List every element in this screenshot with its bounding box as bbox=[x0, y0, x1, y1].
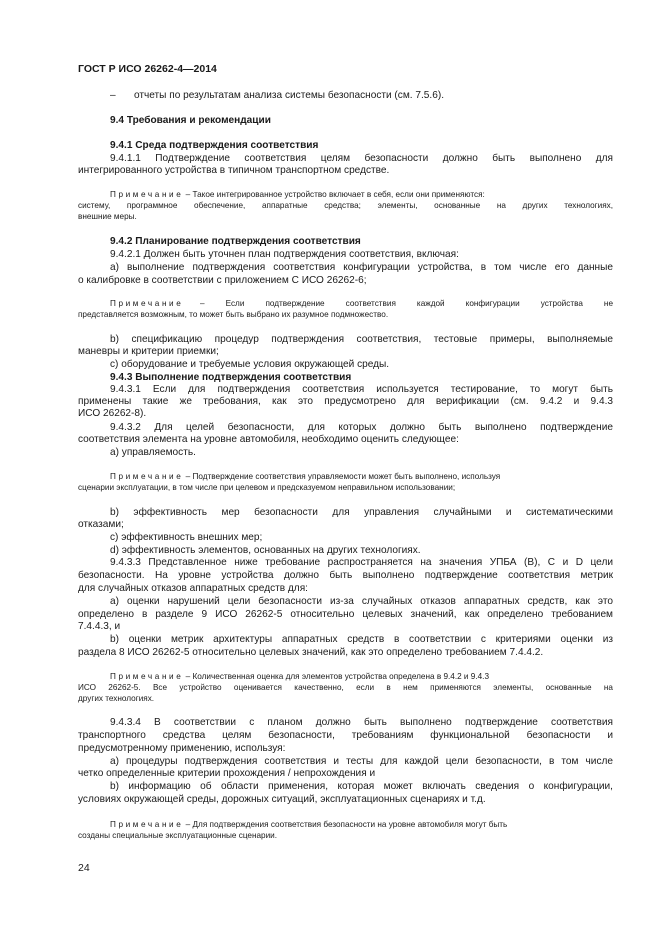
note-line bbox=[110, 471, 500, 482]
paragraph-line: определено в разделе 9 ИСО 26262-5 относительно целевых значений, как определено требованием bbox=[78, 609, 613, 620]
subsection-heading: 9.4.2 Планирование подтверждения соответствия bbox=[110, 236, 361, 247]
paragraph-line: c) эффективность внешних мер; bbox=[110, 532, 263, 543]
document-header: ГОСТ Р ИСО 26262-4—2014 bbox=[78, 63, 217, 75]
paragraph-line: безопасности. На уровне устройства должно быть выполнено подтверждение соответствия метрик bbox=[78, 570, 613, 581]
list-dash: – bbox=[110, 90, 116, 101]
paragraph-line: а) процедуры подтверждения соответствия и тесты для каждой цели безопасности, в том числе bbox=[110, 756, 613, 767]
paragraph-line: b) оценки метрик архитектуры аппаратных средств в соответствии с критериями оценки из bbox=[110, 634, 613, 645]
note-text: – Для подтверждения соответствия безопасности на уровне автомобиля могут быть bbox=[185, 820, 508, 829]
paragraph-line: а) выполнение подтверждения соответствия конфигурации устройства, в том числе его данные bbox=[110, 262, 613, 273]
note-line: ИСО 26262-5. Все устройство оценивается качественно, если в нем применяются элементы, основанные на bbox=[78, 683, 613, 692]
paragraph-line: а) управляемость. bbox=[110, 447, 196, 458]
subsection-heading: 9.4.1 Среда подтверждения соответствия bbox=[110, 140, 319, 151]
paragraph-line: маневры и критерии приемки; bbox=[78, 346, 219, 357]
note-label: Примечание bbox=[110, 672, 184, 681]
note-line bbox=[110, 819, 507, 830]
note-line bbox=[110, 189, 485, 200]
page-number: 24 bbox=[78, 862, 90, 874]
note-line: сценарии эксплуатации, в том числе при целевом и предсказуемом неправильном использовании; bbox=[78, 483, 456, 492]
note-label: Примечание bbox=[110, 299, 184, 308]
paragraph-line: b) информацию об области применения, которая может включать сведения о конфигурации, bbox=[110, 781, 613, 792]
paragraph-line: применены такие же требования, как это предусмотрено для верификации (см. 9.4.2 и 9.4.3 bbox=[78, 396, 613, 407]
list-item: отчеты по результатам анализа системы безопасности (см. 7.5.6). bbox=[134, 90, 445, 101]
paragraph-line: 9.4.1.1 Подтверждение соответствия целям безопасности должно быть выполнено для bbox=[110, 153, 613, 164]
section-heading: 9.4 Требования и рекомендации bbox=[110, 115, 271, 126]
paragraph-line: о калибровке в соответствии с приложением С ИСО 26262-6; bbox=[78, 275, 367, 286]
paragraph-line: ИСО 26262-8). bbox=[78, 408, 147, 419]
paragraph-line: раздела 8 ИСО 26262-5 относительно целевых значений, как это определено требованием 7.4.4.2. bbox=[78, 647, 544, 658]
paragraph-line: b) эффективность мер безопасности для управления случайными и систематическими bbox=[110, 507, 613, 518]
paragraph-line: b) спецификацию процедур подтверждения соответствия, тестовые примеры, выполняемые bbox=[110, 334, 613, 345]
note-line: систему, программное обеспечение, аппаратные средства; элементы, основанные на других технологиях, bbox=[78, 201, 613, 210]
paragraph-line: c) оборудование и требуемые условия окружающей среды. bbox=[110, 359, 390, 370]
paragraph-line: 9.4.3.3 Представленное ниже требование распространяется на значения УПБА (B), C и D цели bbox=[110, 557, 613, 568]
paragraph-line: условиях окружающей среды, дорожных ситуаций, эксплуатационных сценариях и т.д. bbox=[78, 794, 486, 805]
paragraph-line: транспортного средства целям безопасности, требованиям функциональной безопасности и bbox=[78, 730, 613, 741]
note-line bbox=[110, 298, 183, 309]
note-line bbox=[110, 671, 489, 682]
paragraph-line: интегрированного устройства в типичном транспортном средстве. bbox=[78, 165, 390, 176]
note-text: – Если подтверждение соответствия каждой конфигурации устройства не bbox=[200, 299, 613, 308]
note-label: Примечание bbox=[110, 472, 184, 481]
paragraph-line: отказами; bbox=[78, 519, 124, 530]
paragraph-line: четко определенные критерии прохождения / непрохождения и bbox=[78, 768, 376, 779]
paragraph-line: соответствия элемента на уровне автомобиля, необходимо оценить следующее: bbox=[78, 434, 459, 445]
subsection-heading: 9.4.3 Выполнение подтверждения соответствия bbox=[110, 372, 352, 383]
note-text: – Подтверждение соответствия управляемости может быть выполнено, используя bbox=[185, 472, 501, 481]
paragraph-line: 7.4.4.3, и bbox=[78, 621, 121, 632]
note-line: других технологиях. bbox=[78, 694, 155, 703]
note-text: – Количественная оценка для элементов устройства определена в 9.4.2 и 9.4.3 bbox=[185, 672, 489, 681]
paragraph-line: а) оценки нарушений цели безопасности из-за случайных отказов аппаратных средств, как это bbox=[110, 596, 613, 607]
note-text: – Такое интегрированное устройство включает в себя, если они применяются: bbox=[185, 190, 485, 199]
note-label: Примечание bbox=[110, 820, 184, 829]
paragraph-line: 9.4.3.4 В соответствии с планом должно быть выполнено подтверждение соответствия bbox=[110, 717, 613, 728]
note-label: Примечание bbox=[110, 190, 184, 199]
paragraph-line: предусмотренному применению, используя: bbox=[78, 743, 286, 754]
note-line: внешние меры. bbox=[78, 212, 137, 221]
paragraph-line: 9.4.2.1 Должен быть уточнен план подтверждения соответствия, включая: bbox=[110, 249, 459, 260]
paragraph-line: d) эффективность элементов, основанных на других технологиях. bbox=[110, 545, 421, 556]
note-line: представляется возможным, то может быть выбрано их разумное подмножество. bbox=[78, 310, 389, 319]
note-line: созданы специальные эксплуатационные сценарии. bbox=[78, 831, 278, 840]
paragraph-line: 9.4.3.2 Для целей безопасности, для которых должно быть выполнено подтверждение bbox=[110, 422, 613, 433]
paragraph-line: 9.4.3.1 Если для подтверждения соответствия используется тестирование, то могут быть bbox=[110, 384, 613, 395]
paragraph-line: для случайных отказов аппаратных средств для: bbox=[78, 583, 308, 594]
